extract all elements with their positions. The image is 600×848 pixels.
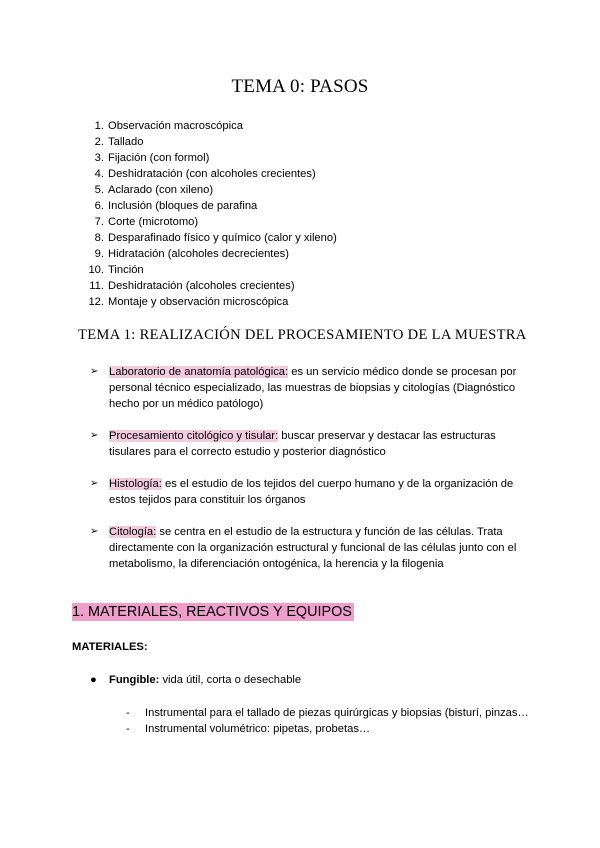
list-number: 11. [89,280,104,292]
dash-item [126,705,546,721]
steps-list [72,118,337,310]
bullet-item [90,672,301,688]
list-text: Aclarado (con xileno) [108,184,214,196]
list-text: Corte (microtomo) [108,216,199,228]
definition-text: es un servicio médico donde se procesan por personal técnico especializado, las muestras de biopsias y citologías (Diagnóstico hecho por un médico patólogo) [109,366,517,410]
materials-subheading: MATERIALES: [72,641,148,653]
definition-item [90,364,540,412]
list-item [72,294,337,310]
list-text: Hidratación (alcoholes decrecientes) [108,248,289,260]
list-text: Deshidratación (alcoholes crecientes) [108,280,295,292]
definition-text: es el estudio de los tejidos del cuerpo humano y de la organización de estos tejidos para constituir los órganos [109,478,514,506]
page-title: TEMA 0: PASOS [231,76,369,97]
definition-term: Citología: [109,526,157,538]
list-text: Inclusión (bloques de parafina [108,200,258,212]
list-number: 6. [94,200,104,212]
definition-text: buscar preservar y destacar las estructuras tisulares para el correcto estudio y posterior diagnóstico [109,430,496,458]
dash-bullet-icon: - [126,723,130,735]
list-text: Tinción [108,264,144,276]
definition-term: Laboratorio de anatomía patológica: [109,366,289,378]
dash-item-text: Instrumental para el tallado de piezas quirúrgicas y biopsias (bisturí, pinzas… [145,707,529,719]
list-text: Observación macroscópica [108,120,243,132]
list-item [72,182,337,198]
bullet-text: vida útil, corta o desechable [159,674,302,686]
arrow-bullet-icon: ➢ [90,366,99,377]
definition-term: Histología: [109,478,162,490]
section-heading: 1. MATERIALES, REACTIVOS Y EQUIPOS [72,604,352,620]
list-number: 9. [94,248,104,260]
tema1-heading: TEMA 1: REALIZACIÓN DEL PROCESAMIENTO DE LA MUESTRA [78,327,527,343]
bullet-dot-icon: ● [90,674,97,686]
definition-item [90,524,540,572]
list-item [72,134,337,150]
list-text: Montaje y observación microscópica [108,296,289,308]
arrow-bullet-icon: ➢ [90,430,99,441]
dash-item [126,721,546,737]
dash-list [126,705,546,737]
definitions-list [90,364,540,572]
list-item [72,278,337,294]
list-number: 12. [88,296,104,308]
list-number: 7. [94,216,104,228]
list-item [72,262,337,278]
list-item [72,230,337,246]
list-number: 2. [94,136,104,148]
list-number: 5. [94,184,104,196]
dash-item-text: Instrumental volumétrico: pipetas, probetas… [145,723,371,735]
list-text: Desparafinado físico y químico (calor y xileno) [108,232,337,244]
arrow-bullet-icon: ➢ [90,526,99,537]
list-number: 10. [88,264,104,276]
list-number: 4. [94,168,104,180]
list-item [72,246,337,262]
dash-bullet-icon: - [126,707,130,719]
list-number: 3. [94,152,104,164]
list-number: 8. [94,232,104,244]
list-item [72,166,337,182]
list-text: Deshidratación (con alcoholes crecientes) [108,168,316,180]
bullet-term: Fungible: [109,674,160,686]
list-text: Tallado [108,136,144,148]
list-item [72,150,337,166]
arrow-bullet-icon: ➢ [90,478,99,489]
definition-term: Procesamiento citológico y tisular: [109,430,279,442]
definition-text: se centra en el estudio de la estructura y función de las células. Trata directamente con la organización estructural y funcional de las células junto con el metabolismo, la diferenciación ontogénica, la herencia y la filogenia [109,526,517,570]
list-item [72,214,337,230]
definition-item [90,428,540,460]
list-text: Fijación (con formol) [108,152,210,164]
list-item [72,198,337,214]
list-item [72,118,337,134]
list-number: 1. [94,120,104,132]
definition-item [90,476,540,508]
